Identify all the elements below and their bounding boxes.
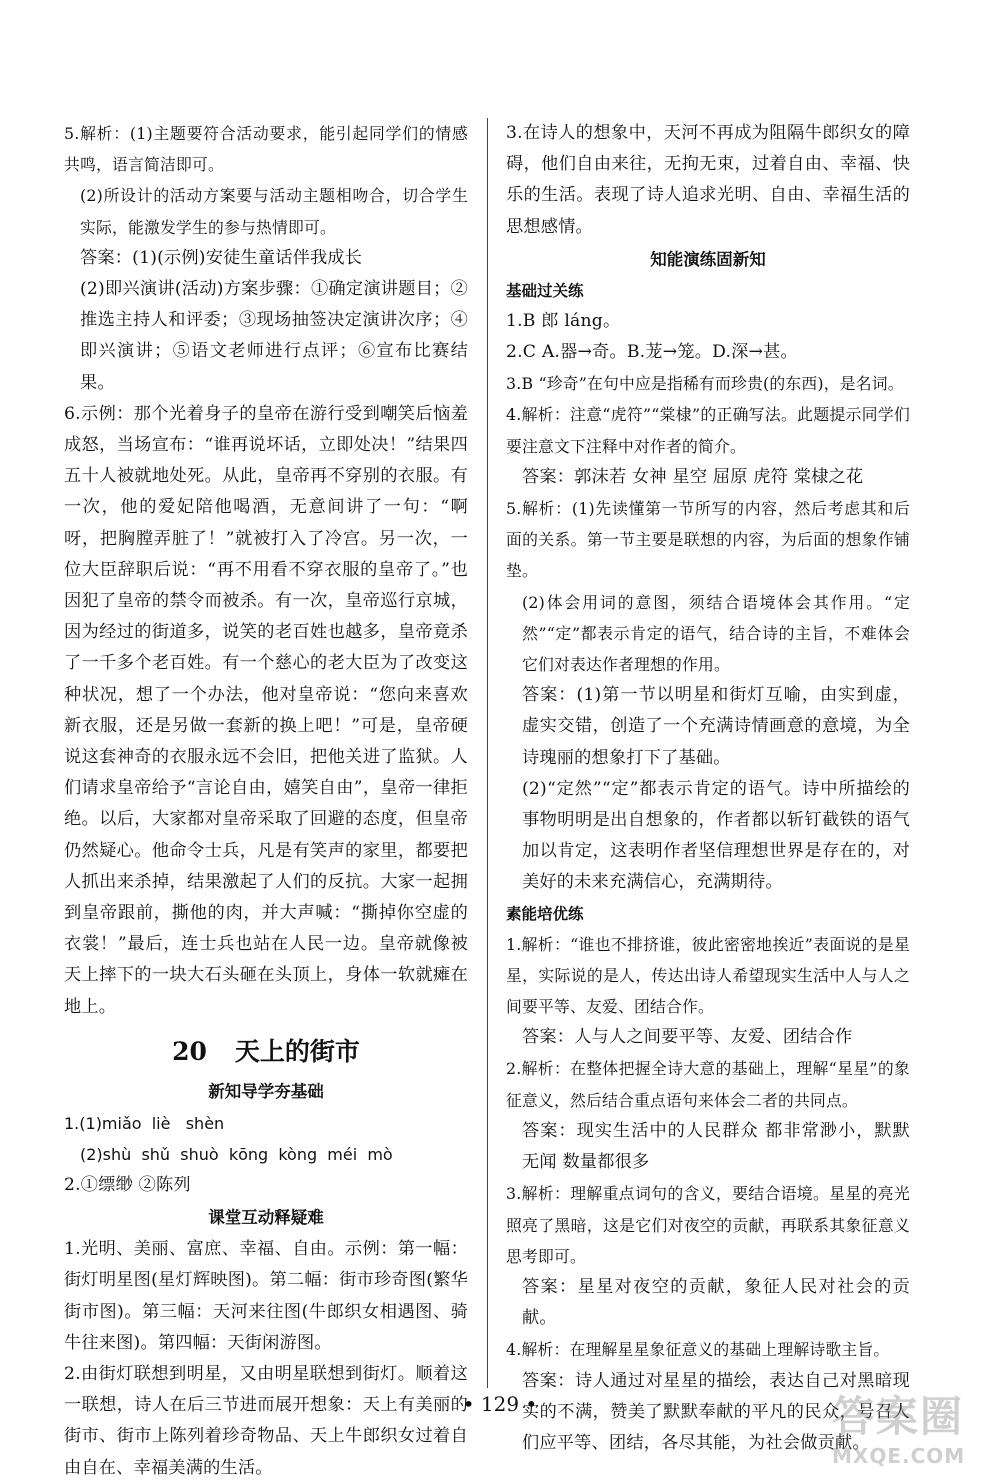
- basic-answer-1: 1.B 郎 láng。: [506, 310, 621, 331]
- lesson-title-text: 天上的街市: [234, 1036, 360, 1066]
- watermark-text: 答案圈: [832, 1392, 965, 1441]
- column-divider: [487, 118, 488, 1388]
- left-column: [64, 118, 468, 1484]
- basic-answer-5-answer-2: (2)“定然”“定”都表示肯定的语气。诗中所描绘的事物明明是出自想象的，作者都以斩钉截铁的语气加以肯定，这表明作者坚信理想世界是存在的，对美好的未来充满信心，充满期待。: [522, 778, 910, 893]
- class-answer-3: 3.在诗人的想象中，天河不再成为阻隔牛郎织女的障碍，他们自由来往，无拘无束，过着自由、幸福、快乐的生活。表现了诗人追求光明、自由、幸福生活的思想感情。: [506, 123, 910, 237]
- basic-answer-4-answer: 答案：郭沫若 女神 星空 屈原 虎符 棠棣之花: [522, 466, 864, 487]
- answer-q6: 6.示例：那个光着身子的皇帝在游行受到嘲笑后恼羞成怒，当场宣布：“谁再说坏话，立即处决！”结果四五十人被就地处死。从此，皇帝再不穿别的衣服。有一次，他的爱妃陪他喝酒，无意间讲了一句：“啊呀，把胸膛弄脏了！”就被打入了冷宫。另一次，一位大臣辞职后说：“再不用看不穿衣服的皇帝了。”也因犯了皇帝的禁令而被杀。有一次，皇帝巡行京城，因为经过的街道多，说笑的老百姓也越多，皇帝竟杀了一千多个老百姓。有一个慈心的老大臣为了改变这种状况，想了一个办法，他对皇帝说：“您向来喜欢新衣服，还是另做一套新的换上吧！”可是，皇帝硬说这套神奇的衣服永远不会旧，把他关进了监狱。人们请求皇帝给予“言论自由，嬉笑自由”，皇帝一律拒绝。以后，大家都对皇帝采取了回避的态度，但皇帝仍然疑心。他命令士兵，凡是有笑声的家里，都要把人抓出来杀掉，结果激起了人们的反抗。大家一起拥到皇帝跟前，撕他的肉，并大声喊：“撕掉你空虚的衣裳！”最后，连士兵也站在人民一边。皇帝就像被天上摔下的一块大石头砸在头顶上，身体一软就瘫在地上。: [64, 403, 468, 1017]
- subsection-basic: 基础过关练: [506, 281, 584, 300]
- basic-answer-5: 5.解析：(1)先读懂第一节所写的内容，然后考虑其和后面的关系。第一节主要是联想的内容，为后面的想象作铺垫。: [506, 499, 910, 581]
- section-heading-1: 新知导学夯基础: [208, 1081, 324, 1101]
- answer-q5-answer-1: 答案：(1)(示例)安徒生童话伴我成长: [80, 247, 363, 268]
- page-number: • 129 •: [462, 1392, 538, 1416]
- advanced-answer-2-answer: 答案：现实生活中的人民群众 都非常渺小，默默无闻 数量都很多: [522, 1120, 910, 1173]
- subsection-advanced: 素能培优练: [506, 904, 584, 923]
- advanced-answer-3: 3.解析：理解重点词句的含义，要结合语境。星星的亮光照亮了黑暗，这是它们对夜空的贡献，再联系其象征意义思考即可。: [506, 1184, 910, 1266]
- section-heading-3: 知能演练固新知: [650, 249, 766, 269]
- watermark-url: MXQE.COM: [832, 1444, 966, 1468]
- advanced-answer-2: 2.解析：在整体把握全诗大意的基础上，理解“星星”的象征意义，然后结合重点语句来体会二者的共同点。: [506, 1059, 910, 1110]
- basic-answer-3: 3.B “珍奇”在句中应是指稀有而珍贵(的东西)，是名词。: [506, 374, 904, 394]
- advanced-answer-4-answer: 答案：诗人通过对星星的描绘，表达自己对黑暗现实的不满，赞美了默默奉献的平凡的民众，号召人们应平等、团结，各尽其能，为社会做贡献。: [522, 1370, 910, 1453]
- section-heading-2: 课堂互动释疑难: [208, 1208, 324, 1228]
- advanced-answer-3-answer: 答案：星星对夜空的贡献，象征人民对社会的贡献。: [522, 1276, 910, 1329]
- class-answer-2: 2.由街灯联想到明星，又由明星联想到街灯。顺着这一联想，诗人在后三节进而展开想象：天上有美丽的街市、街市上陈列着珍奇物品、天上牛郎织女过着自由自在、幸福美满的生活。: [64, 1363, 468, 1478]
- advanced-answer-4: 4.解析：在理解星星象征意义的基础上理解诗歌主旨。: [506, 1340, 890, 1360]
- advanced-answer-1-answer: 答案：人与人之间要平等、友爱、团结合作: [522, 1027, 853, 1048]
- answer-q2: 2.①缥缈 ②陈列: [64, 1174, 191, 1195]
- basic-answer-5-analysis-2: (2)体会用词的意图，须结合语境体会其作用。“定然”“定”都表示肯定的语气，结合诗的主旨，不难体会它们对表达作者理想的作用。: [522, 592, 910, 675]
- pinyin-line-2: (2)shù shǔ shuò kōng kòng méi mò: [80, 1144, 393, 1164]
- advanced-answer-1: 1.解析：“谁也不排挤谁，彼此密密地挨近”表面说的是星星，实际说的是人，传达出诗人希望现实生活中人与人之间要平等、友爱、团结合作。: [506, 934, 910, 1017]
- right-column: [506, 118, 910, 1459]
- basic-answer-2: 2.C A.器→奇。B.茏→笼。D.深→甚。: [506, 342, 798, 363]
- lesson-number: 20: [172, 1036, 207, 1066]
- basic-answer-4: 4.解析：注意“虎符”“棠棣”的正确写法。此题提示同学们要注意文下注释中对作者的简介。: [506, 405, 910, 456]
- answer-q5-analysis-2: (2)所设计的活动方案要与活动主题相吻合，切合学生实际，能激发学生的参与热情即可。: [80, 186, 468, 237]
- answer-q5-analysis: 5.解析：(1)主题要符合活动要求，能引起同学们的情感共鸣，语言简洁即可。: [64, 124, 468, 175]
- watermark-logo: [832, 1384, 982, 1468]
- class-answer-1: 1.光明、美丽、富庶、幸福、自由。示例：第一幅：街灯明星图(星灯辉映图)。第二幅：街市珍奇图(繁华街市图)。第三幅：天河来往图(牛郎织女相遇图、骑牛往来图)。第四幅：天街闲游图。: [64, 1239, 468, 1353]
- basic-answer-5-answer-1: 答案：(1)第一节以明星和街灯互喻，由实到虚，虚实交错，创造了一个充满诗情画意的意境，为全诗瑰丽的想象打下了基础。: [522, 685, 910, 768]
- pinyin-line-1: 1.(1)miǎo liè shèn: [64, 1113, 225, 1133]
- answer-q5-answer-2: (2)即兴演讲(活动)方案步骤：①确定演讲题目；②推选主持人和评委；③现场抽签决定演讲次序；④即兴演讲；⑤语文老师进行点评；⑥宣布比赛结果。: [80, 279, 468, 393]
- lesson-title: [64, 1029, 468, 1075]
